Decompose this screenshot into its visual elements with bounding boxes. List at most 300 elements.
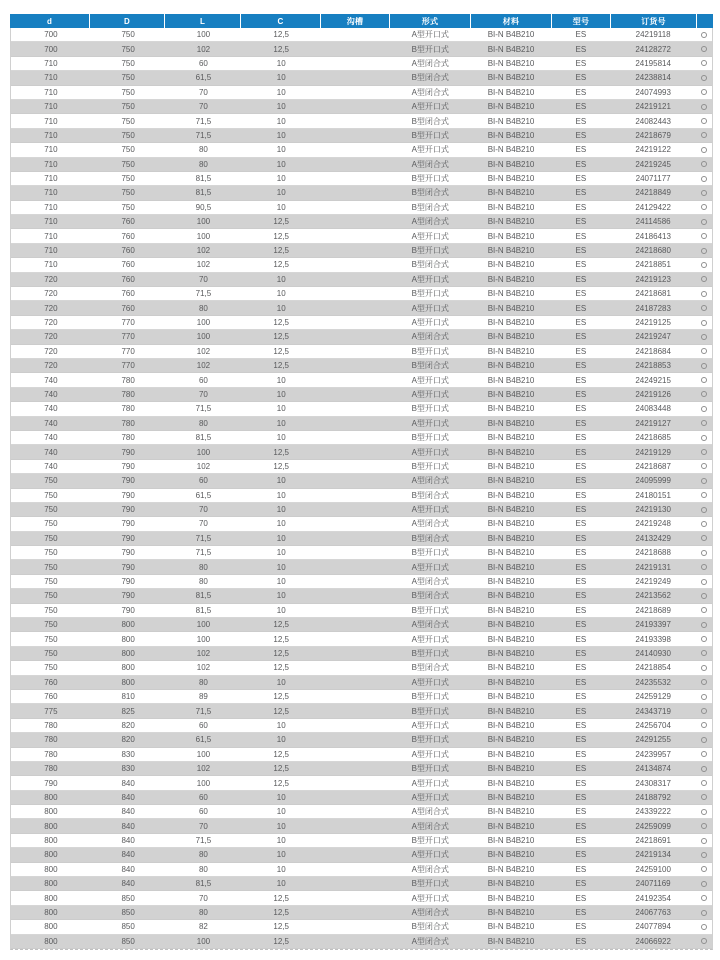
table-row (11, 632, 712, 646)
col-C: 10 (276, 548, 286, 558)
availability-cell (696, 690, 712, 703)
col-type: B型开口式 (411, 433, 449, 443)
circle-outline-icon (701, 910, 707, 916)
col-type: A型闭合式 (411, 620, 449, 630)
col-D: 790 (121, 505, 135, 515)
col-D: 780 (121, 375, 135, 385)
table-row (11, 431, 712, 445)
circle-outline-icon (701, 478, 707, 484)
col-model: ES (575, 404, 587, 414)
circle-outline-icon (701, 665, 707, 671)
col-D: 790 (121, 591, 135, 601)
table-row (11, 244, 712, 258)
col-D: 790 (121, 447, 135, 457)
col-order-no: 24219131 (635, 562, 671, 572)
col-material: BI-N B4B210 (487, 58, 535, 68)
col-material: BI-N B4B210 (487, 792, 535, 802)
col-type: B型开口式 (411, 289, 449, 299)
col-C: 12,5 (273, 447, 289, 457)
col-type: A型闭合式 (411, 864, 449, 874)
availability-cell (696, 287, 712, 300)
col-L: 71,5 (195, 289, 212, 299)
col-C: 10 (276, 519, 286, 529)
col-model: ES (575, 663, 587, 673)
col-order-no: 24218685 (635, 433, 671, 443)
availability-cell (696, 215, 712, 228)
col-material: BI-N B4B210 (487, 879, 535, 889)
col-groove (321, 690, 390, 703)
col-d: 720 (44, 318, 58, 327)
col-C: 10 (276, 188, 286, 198)
col-groove (321, 618, 390, 631)
col-D: 790 (121, 605, 135, 615)
col-d: 740 (44, 433, 58, 443)
col-C: 12,5 (273, 634, 289, 644)
col-L: 102 (196, 260, 211, 270)
circle-outline-icon (701, 838, 707, 844)
col-D: 760 (121, 246, 135, 256)
col-model: ES (575, 577, 587, 587)
table-row (11, 762, 712, 776)
col-model: ES (575, 159, 587, 169)
availability-cell (696, 460, 712, 473)
availability-cell (696, 244, 712, 257)
col-order-no: 24239957 (635, 749, 671, 759)
col-type: A型闭合式 (411, 476, 449, 486)
table-row (11, 71, 712, 85)
col-groove (321, 791, 390, 804)
circle-outline-icon (701, 708, 707, 714)
table-row (11, 28, 712, 42)
table-row (11, 186, 712, 200)
col-material: BI-N B4B210 (487, 476, 535, 486)
availability-cell (696, 316, 712, 329)
col-D: 830 (121, 764, 135, 774)
col-order-no: 24213562 (635, 591, 671, 601)
availability-cell (696, 848, 712, 861)
availability-cell (696, 762, 712, 775)
circle-outline-icon (701, 391, 707, 397)
col-C: 10 (276, 73, 286, 83)
col-C: 10 (276, 404, 286, 414)
col-C: 10 (276, 375, 286, 385)
col-d: 800 (44, 893, 58, 903)
table-row (11, 86, 712, 100)
col-order-no: 24066922 (635, 936, 671, 946)
circle-outline-icon (701, 363, 707, 369)
col-model: ES (575, 519, 587, 529)
col-material: BI-N B4B210 (487, 692, 535, 702)
col-D: 750 (121, 202, 135, 212)
col-type: A型闭合式 (411, 821, 449, 831)
col-material: BI-N B4B210 (487, 102, 535, 112)
col-d: 720 (44, 274, 58, 284)
col-D: 770 (121, 361, 135, 371)
header-cell-blank (697, 14, 713, 28)
circle-outline-icon (701, 679, 707, 685)
col-order-no: 24291255 (635, 735, 671, 745)
col-groove (321, 503, 390, 516)
col-D: 800 (121, 634, 135, 644)
col-order-no: 24077894 (635, 922, 671, 932)
col-L: 100 (196, 620, 211, 630)
col-type: A型闭合式 (411, 58, 449, 68)
col-material: BI-N B4B210 (487, 130, 535, 140)
col-D: 750 (121, 87, 135, 97)
table-row (11, 748, 712, 762)
col-d: 740 (44, 461, 58, 471)
col-groove (321, 100, 390, 113)
col-d: 720 (44, 361, 58, 371)
col-order-no: 24219249 (635, 577, 671, 587)
col-type: A型开口式 (411, 720, 449, 730)
col-L: 70 (198, 389, 208, 399)
col-d: 710 (44, 260, 58, 270)
col-groove (321, 575, 390, 588)
col-order-no: 24128272 (635, 44, 671, 54)
col-model: ES (575, 677, 587, 687)
availability-cell (696, 417, 712, 430)
col-C: 10 (276, 864, 286, 874)
availability-cell (696, 877, 712, 890)
circle-outline-icon (701, 60, 707, 66)
col-order-no: 24219248 (635, 519, 671, 529)
col-D: 750 (121, 188, 135, 198)
header-cell-col-groove: 沟槽 (321, 14, 390, 28)
table-row (11, 834, 712, 848)
availability-cell (696, 819, 712, 832)
col-model: ES (575, 102, 587, 112)
availability-cell (696, 604, 712, 617)
col-D: 790 (121, 533, 135, 543)
table-row (11, 57, 712, 71)
col-D: 780 (121, 404, 135, 414)
header-cell-col-type: 形式 (390, 14, 471, 28)
col-L: 102 (196, 246, 211, 256)
circle-outline-icon (701, 248, 707, 254)
col-C: 12,5 (273, 893, 289, 903)
circle-outline-icon (701, 204, 707, 210)
col-model: ES (575, 836, 587, 846)
table-row (11, 402, 712, 416)
col-material: BI-N B4B210 (487, 461, 535, 471)
col-L: 82 (198, 922, 208, 932)
col-L: 80 (198, 577, 208, 587)
col-type: B型闭合式 (411, 663, 449, 673)
availability-cell (696, 503, 712, 516)
col-order-no: 24074993 (635, 87, 671, 97)
col-C: 10 (276, 577, 286, 587)
col-order-no: 24219127 (635, 418, 671, 428)
col-L: 100 (196, 231, 211, 241)
col-type: A型开口式 (411, 375, 449, 385)
availability-cell (696, 719, 712, 732)
col-type: B型闭合式 (411, 490, 449, 500)
circle-outline-icon (701, 521, 707, 527)
col-D: 830 (121, 749, 135, 759)
col-type: A型开口式 (411, 562, 449, 572)
col-d: 750 (44, 577, 58, 587)
col-type: A型开口式 (411, 145, 449, 155)
table-row (11, 273, 712, 287)
col-d: 710 (44, 188, 58, 198)
col-material: BI-N B4B210 (487, 303, 535, 313)
col-C: 10 (276, 389, 286, 399)
col-L: 102 (196, 764, 211, 774)
col-material: BI-N B4B210 (487, 706, 535, 716)
col-L: 71,5 (195, 130, 212, 140)
col-C: 10 (276, 591, 286, 601)
circle-outline-icon (701, 507, 707, 513)
col-d: 720 (44, 346, 58, 356)
col-order-no: 24219123 (635, 274, 671, 284)
table-row (11, 345, 712, 359)
col-material: BI-N B4B210 (487, 936, 535, 946)
col-material: BI-N B4B210 (487, 922, 535, 932)
table-row (11, 388, 712, 402)
col-C: 12,5 (273, 706, 289, 716)
col-C: 12,5 (273, 908, 289, 918)
availability-cell (696, 748, 712, 761)
circle-outline-icon (701, 176, 707, 182)
col-d: 750 (44, 505, 58, 515)
col-groove (321, 229, 390, 242)
col-groove (321, 388, 390, 401)
col-D: 750 (121, 130, 135, 140)
col-type: A型闭合式 (411, 577, 449, 587)
col-C: 10 (276, 533, 286, 543)
availability-cell (696, 791, 712, 804)
table-body (10, 28, 713, 950)
col-model: ES (575, 735, 587, 745)
circle-outline-icon (701, 866, 707, 872)
col-d: 750 (44, 548, 58, 558)
table-row (11, 805, 712, 819)
availability-cell (696, 273, 712, 286)
col-C: 12,5 (273, 318, 289, 327)
col-d: 710 (44, 116, 58, 126)
table-row (11, 201, 712, 215)
col-C: 10 (276, 130, 286, 140)
col-C: 10 (276, 145, 286, 155)
col-groove (321, 301, 390, 314)
col-model: ES (575, 908, 587, 918)
table-row (11, 129, 712, 143)
col-d: 720 (44, 332, 58, 342)
header-cell-col-D: D (90, 14, 165, 28)
col-material: BI-N B4B210 (487, 764, 535, 774)
circle-outline-icon (701, 564, 707, 570)
col-material: BI-N B4B210 (487, 577, 535, 587)
col-D: 800 (121, 648, 135, 658)
col-model: ES (575, 591, 587, 601)
col-type: A型闭合式 (411, 332, 449, 342)
col-groove (321, 604, 390, 617)
col-d: 760 (44, 677, 58, 687)
table-row (11, 474, 712, 488)
col-type: A型开口式 (411, 634, 449, 644)
table-row (11, 330, 712, 344)
col-C: 10 (276, 274, 286, 284)
col-model: ES (575, 490, 587, 500)
col-D: 840 (121, 879, 135, 889)
col-type: A型闭合式 (411, 519, 449, 529)
col-model: ES (575, 548, 587, 558)
col-type: B型开口式 (411, 346, 449, 356)
col-groove (321, 402, 390, 415)
col-L: 80 (198, 864, 208, 874)
col-groove (321, 445, 390, 458)
col-L: 71,5 (195, 706, 212, 716)
col-model: ES (575, 936, 587, 946)
availability-cell (696, 431, 712, 444)
availability-cell (696, 920, 712, 933)
col-order-no: 24218687 (635, 461, 671, 471)
table-row (11, 316, 712, 330)
col-order-no: 24129422 (635, 202, 671, 212)
col-L: 100 (196, 30, 211, 40)
col-material: BI-N B4B210 (487, 850, 535, 860)
col-C: 10 (276, 821, 286, 831)
col-C: 10 (276, 735, 286, 745)
col-groove (321, 42, 390, 55)
col-groove (321, 589, 390, 602)
col-D: 790 (121, 476, 135, 486)
col-model: ES (575, 461, 587, 471)
circle-outline-icon (701, 161, 707, 167)
col-d: 800 (44, 821, 58, 831)
col-D: 770 (121, 318, 135, 327)
col-groove (321, 215, 390, 228)
header-cell-col-L: L (165, 14, 241, 28)
col-order-no: 24308317 (635, 778, 671, 788)
col-C: 12,5 (273, 663, 289, 673)
col-model: ES (575, 188, 587, 198)
availability-cell (696, 143, 712, 156)
col-order-no: 24095999 (635, 476, 671, 486)
col-type: A型开口式 (411, 418, 449, 428)
col-groove (321, 891, 390, 904)
col-material: BI-N B4B210 (487, 44, 535, 54)
col-order-no: 24218680 (635, 246, 671, 256)
col-d: 700 (44, 44, 58, 54)
availability-cell (696, 676, 712, 689)
circle-outline-icon (701, 579, 707, 585)
availability-cell (696, 129, 712, 142)
col-type: A型开口式 (411, 303, 449, 313)
col-L: 71,5 (195, 548, 212, 558)
col-material: BI-N B4B210 (487, 346, 535, 356)
col-model: ES (575, 850, 587, 860)
availability-cell (696, 186, 712, 199)
col-d: 790 (44, 778, 58, 788)
col-material: BI-N B4B210 (487, 533, 535, 543)
col-order-no: 24238814 (635, 73, 671, 83)
table-row (11, 503, 712, 517)
circle-outline-icon (701, 751, 707, 757)
col-C: 12,5 (273, 361, 289, 371)
col-model: ES (575, 231, 587, 241)
col-d: 710 (44, 246, 58, 256)
col-type: B型闭合式 (411, 361, 449, 371)
col-d: 750 (44, 533, 58, 543)
table-row (11, 532, 712, 546)
availability-cell (696, 373, 712, 386)
col-type: B型开口式 (411, 692, 449, 702)
col-L: 100 (196, 332, 211, 342)
col-L: 60 (198, 375, 208, 385)
col-model: ES (575, 634, 587, 644)
col-order-no: 24219125 (635, 318, 671, 327)
col-model: ES (575, 260, 587, 270)
table-row (11, 172, 712, 186)
availability-cell (696, 345, 712, 358)
col-D: 770 (121, 332, 135, 342)
col-d: 750 (44, 634, 58, 644)
col-C: 12,5 (273, 764, 289, 774)
col-C: 10 (276, 102, 286, 112)
availability-cell (696, 834, 712, 847)
col-material: BI-N B4B210 (487, 677, 535, 687)
col-material: BI-N B4B210 (487, 30, 535, 40)
availability-cell (696, 402, 712, 415)
table-row (11, 229, 712, 243)
col-groove (321, 517, 390, 530)
circle-outline-icon (701, 766, 707, 772)
col-groove (321, 474, 390, 487)
col-model: ES (575, 58, 587, 68)
col-d: 800 (44, 936, 58, 946)
col-groove (321, 129, 390, 142)
table-row (11, 791, 712, 805)
col-L: 80 (198, 159, 208, 169)
col-L: 70 (198, 87, 208, 97)
col-material: BI-N B4B210 (487, 548, 535, 558)
col-material: BI-N B4B210 (487, 389, 535, 399)
table-row (11, 719, 712, 733)
availability-cell (696, 935, 712, 948)
col-type: A型开口式 (411, 231, 449, 241)
col-type: A型开口式 (411, 505, 449, 515)
circle-outline-icon (701, 219, 707, 225)
col-D: 840 (121, 807, 135, 817)
col-groove (321, 733, 390, 746)
col-groove (321, 143, 390, 156)
col-D: 760 (121, 260, 135, 270)
col-material: BI-N B4B210 (487, 289, 535, 299)
availability-cell (696, 474, 712, 487)
col-L: 80 (198, 303, 208, 313)
table-row (11, 920, 712, 934)
col-d: 800 (44, 850, 58, 860)
col-type: A型开口式 (411, 274, 449, 284)
availability-cell (696, 359, 712, 372)
col-groove (321, 417, 390, 430)
col-order-no: 24235532 (635, 677, 671, 687)
col-C: 10 (276, 303, 286, 313)
table-row (11, 489, 712, 503)
table-row (11, 661, 712, 675)
circle-outline-icon (701, 262, 707, 268)
circle-outline-icon (701, 348, 707, 354)
col-type: B型闭合式 (411, 533, 449, 543)
col-type: B型开口式 (411, 246, 449, 256)
circle-outline-icon (701, 276, 707, 282)
col-model: ES (575, 505, 587, 515)
table-row (11, 546, 712, 560)
col-D: 840 (121, 836, 135, 846)
circle-outline-icon (701, 593, 707, 599)
